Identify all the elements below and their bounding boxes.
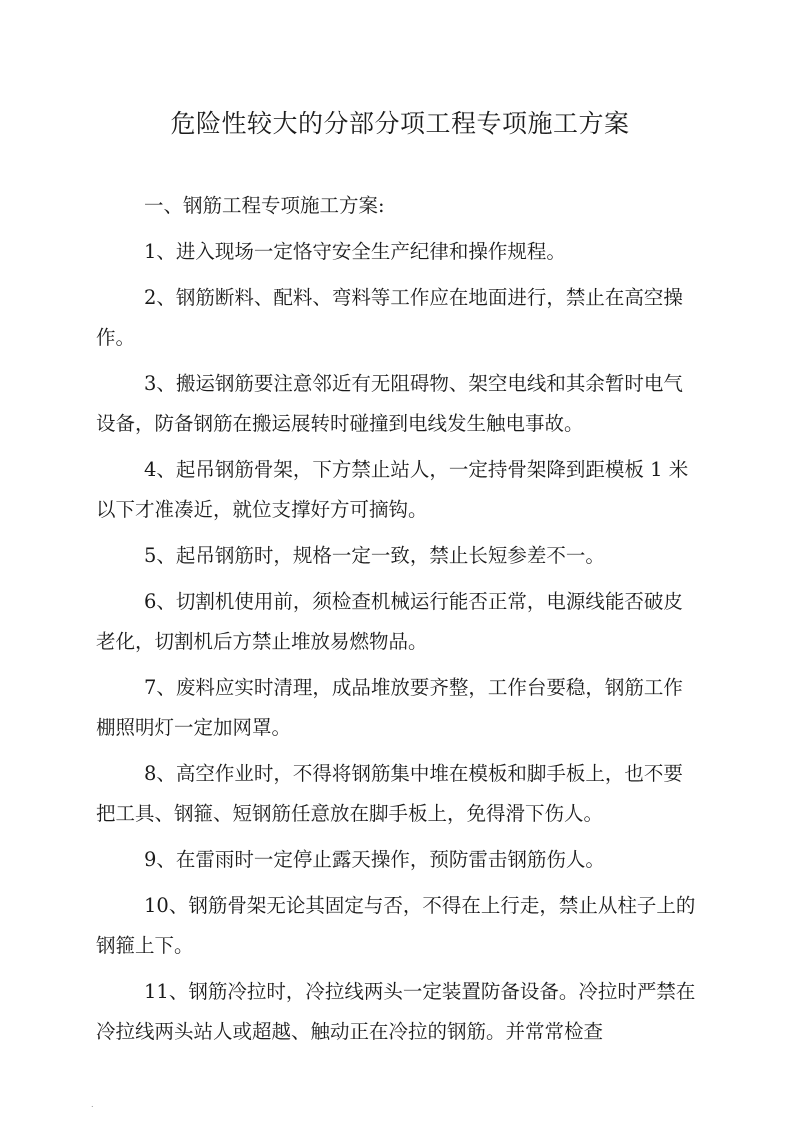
paragraph-item-4: 4、起吊钢筋骨架，下方禁止站人，一定持骨架降到距模板 1 米以下才准凑近，就位支撑好方可摘钩。: [96, 458, 689, 521]
paragraph-item-3: 3、搬运钢筋要注意邻近有无阻碍物、架空电线和其余暂时电气设备，防备钢筋在搬运展转时碰撞到电线发生触电事故。: [96, 372, 683, 435]
paragraph-item-2: 2、钢筋断料、配料、弯料等工作应在地面进行，禁止在高空操作。: [96, 286, 683, 349]
section-heading: 一、钢筋工程专项施工方案:: [144, 194, 385, 217]
paragraph-item-5: 5、起吊钢筋时，规格一定一致，禁止长短参差不一。: [144, 544, 605, 567]
paragraph-item-6: 6、切割机使用前，须检查机械运行能否正常，电源线能否破皮老化，切割机后方禁止堆放易燃物品。: [96, 590, 683, 653]
page-mark: .: [91, 1100, 94, 1109]
paragraph-item-7: 7、废料应实时清理，成品堆放要齐整，工作台要稳，钢筋工作棚照明灯一定加网罩。: [96, 676, 683, 739]
paragraph-item-9: 9、在雷雨时一定停止露天操作，预防雷击钢筋伤人。: [144, 848, 605, 871]
paragraph-item-10: 10、钢筋骨架无论其固定与否，不得在上行走，禁止从柱子上的钢箍上下。: [96, 894, 696, 957]
page-title: 危险性较大的分部分项工程专项施工方案: [170, 109, 630, 138]
paragraph-item-11: 11、钢筋冷拉时，冷拉线两头一定装置防备设备。冷拉时严禁在冷拉线两头站人或超越、触动正在冷拉的钢筋。并常常检查: [96, 980, 696, 1043]
document-body: [96, 186, 696, 1052]
paragraph-item-8: 8、高空作业时，不得将钢筋集中堆在模板和脚手板上，也不要把工具、钢箍、短钢筋任意放在脚手板上，免得滑下伤人。: [96, 762, 683, 825]
paragraph-item-1: 1、进入现场一定恪守安全生产纪律和操作规程。: [144, 240, 566, 263]
